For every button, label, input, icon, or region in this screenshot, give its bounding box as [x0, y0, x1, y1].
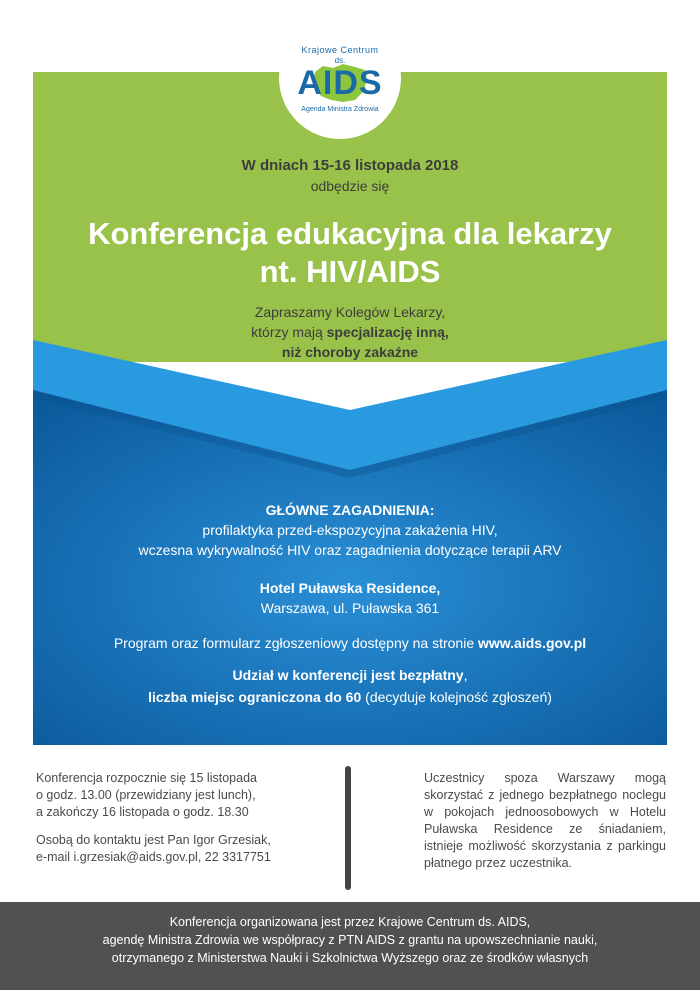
invitation: [33, 302, 667, 362]
topics-line-2: wczesna wykrywalność HIV oraz zagadnienia dotyczące terapii ARV: [138, 542, 562, 558]
footer-line-1: Konferencja organizowana jest przez Krajowe Centrum ds. AIDS,: [169, 915, 531, 929]
topics-line-1: profilaktyka przed-ekspozycyjna zakażenia HIV,: [202, 522, 498, 538]
seat-limit-note: (decyduje kolejność zgłoszeń): [361, 689, 552, 705]
logo-ds: ds.: [334, 56, 346, 65]
schedule-line-3: a zakończy 16 listopada o godz. 18.30: [36, 805, 249, 819]
accommodation-info: Uczestnicy spoza Warszawy mogą skorzystać z jednego bezpłatnego noclegu w pokojach jednoosobowych w Hotelu Puławska Residence ze śniadaniem, istnieje możliwość skorzystania z parkingu płatnego przez uczestnika.: [424, 771, 666, 870]
footer-line-2: agendę Ministra Zdrowia we współpracy z PTN AIDS z grantu na upowszechnianie nauki,: [102, 933, 598, 947]
footer-text: [0, 913, 700, 967]
invite-line-2-bold: specjalizację inną,: [326, 324, 449, 340]
schedule-line-2: o godz. 13.00 (przewidziany jest lunch),: [36, 788, 256, 802]
conference-title: [33, 215, 667, 291]
venue: [33, 578, 667, 618]
invite-line-2-text: którzy mają: [251, 324, 327, 340]
free-comma: ,: [463, 667, 468, 683]
invite-line-3: [33, 342, 667, 362]
schedule-paragraph: [36, 770, 296, 821]
seat-limit: liczba miejsc ograniczona do 60: [148, 689, 362, 705]
logo-subtitle: Agenda Ministra Zdrowia: [301, 106, 379, 113]
participation-info: [33, 664, 667, 708]
invite-line-1: Zapraszamy Kolegów Lekarzy,: [254, 304, 446, 320]
footer-line-3: otrzymanego z Ministerstwa Nauki i Szkolnictwa Wyższego oraz ze środków własnych: [111, 951, 589, 965]
logo-org-name: Krajowe Centrum: [301, 45, 379, 55]
schedule-contact: [36, 770, 296, 877]
contact-line-1: Osobą do kontaktu jest Pan Igor Grzesiak,: [36, 833, 271, 847]
venue-name: Hotel Puławska Residence,: [259, 580, 441, 596]
logo-aids: AIDS: [297, 64, 383, 102]
invite-line-2: [33, 322, 667, 342]
title-line-1: Konferencja edukacyjna dla lekarzy: [88, 216, 612, 251]
logo: [279, 17, 401, 139]
topics-heading: GŁÓWNE ZAGADNIENIA:: [265, 502, 435, 518]
main-topics: [33, 500, 667, 560]
schedule-line-1: Konferencja rozpocznie się 15 listopada: [36, 771, 257, 785]
event-date: W dniach 15-16 listopada 2018: [241, 157, 459, 174]
free-participation: Udział w konferencji jest bezpłatny: [232, 667, 464, 683]
vertical-divider: [345, 766, 351, 890]
program-info: [33, 633, 667, 653]
title-line-2: nt. HIV/AIDS: [259, 254, 441, 289]
invite-line-3-bold: niż choroby zakaźne: [281, 344, 419, 360]
event-subline: odbędzie się: [310, 178, 390, 194]
contact-paragraph: [36, 832, 296, 866]
program-text: Program oraz formularz zgłoszeniowy dostępny na stronie: [113, 635, 479, 651]
participation-line-2: [33, 686, 667, 708]
contact-line-2: e-mail i.grzesiak@aids.gov.pl, 22 3317751: [36, 850, 271, 864]
venue-address: Warszawa, ul. Puławska 361: [260, 600, 440, 616]
participation-line-1: [33, 664, 667, 686]
website-link[interactable]: www.aids.gov.pl: [478, 635, 587, 651]
